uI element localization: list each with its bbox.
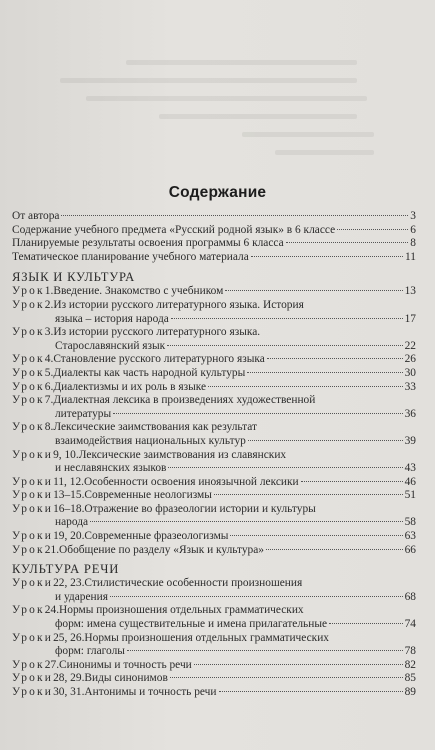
toc-entry	[12, 367, 416, 381]
entry-text: Лексические заимствования из славянских	[78, 448, 287, 461]
lesson-label: Урок	[12, 421, 45, 434]
toc-entry	[12, 313, 416, 327]
toc-entry	[12, 224, 416, 238]
toc-entry	[12, 210, 416, 224]
lesson-number: 6.	[44, 380, 54, 393]
page-number: 46	[404, 475, 416, 488]
lesson-label: Уроки	[12, 489, 54, 502]
lesson-number: 3.	[44, 326, 54, 339]
lesson-number: 5.	[44, 366, 54, 379]
entry-text: Отражение во фразеологии истории и культуры	[84, 502, 316, 515]
toc-entry	[12, 251, 416, 265]
dot-leader	[225, 290, 402, 291]
lesson-label: Уроки	[12, 686, 54, 698]
page-number: 33	[404, 380, 416, 393]
lesson-label: Урок	[12, 394, 45, 407]
dot-leader	[267, 358, 403, 359]
entry-text: Антонимы и точность речи	[84, 686, 217, 698]
lesson-label: Урок	[12, 658, 45, 671]
page-number: 63	[404, 530, 416, 543]
lesson-number: 27.	[44, 658, 60, 671]
page-number: 58	[404, 516, 416, 529]
toc-entry	[12, 489, 416, 503]
lesson-number: 21.	[44, 543, 60, 556]
toc-entry	[12, 516, 416, 530]
lesson-label: Уроки	[12, 530, 54, 543]
entry-text: Из истории русского литературного языка. История	[53, 298, 304, 311]
lesson-label: Урок	[12, 604, 45, 617]
dot-leader	[167, 345, 402, 346]
lesson-label: Уроки	[12, 577, 54, 590]
toc-entry	[12, 408, 416, 422]
entry-text: литературы	[55, 407, 112, 420]
page-number: 30	[404, 366, 416, 379]
page-number: 89	[404, 686, 416, 698]
toc-entry	[12, 381, 416, 395]
entry-text: языка – история народа	[55, 312, 169, 325]
section-heading: ЯЗЫК И КУЛЬТУРА	[12, 270, 136, 285]
page-number: 11	[405, 250, 416, 263]
page-number: 68	[404, 590, 416, 603]
table-of-contents	[12, 210, 416, 700]
entry-text: Тематическое планирование учебного материала	[12, 250, 249, 263]
page-number: 22	[404, 339, 416, 352]
page-number: 3	[410, 210, 416, 222]
entry-text: Синонимы и точность речи	[59, 658, 192, 671]
page-number: 26	[404, 353, 416, 366]
page-number: 74	[404, 618, 416, 631]
entry-text: Особенности освоения иноязычной лексики	[84, 475, 299, 488]
entry-text: Введение. Знакомство с учебником	[53, 285, 224, 298]
dot-leader	[170, 677, 403, 678]
toc-entry	[12, 353, 416, 367]
entry-text: Диалектная лексика в произведениях художественной	[53, 394, 316, 407]
toc-entry-line	[12, 604, 416, 618]
toc-entry	[12, 659, 416, 673]
toc-entry-line	[12, 632, 416, 646]
lesson-label: Уроки	[12, 448, 54, 461]
lesson-label: Уроки	[12, 672, 54, 685]
page-number: 36	[404, 407, 416, 420]
page-number: 66	[404, 543, 416, 556]
toc-entry-line	[12, 449, 416, 463]
toc-entry	[12, 530, 416, 544]
entry-text: Планируемые результаты освоения программы 6 класса	[12, 237, 284, 250]
toc-entry-line	[12, 577, 416, 591]
toc-entry	[12, 435, 416, 449]
dot-leader	[90, 521, 403, 522]
toc-entry	[12, 645, 416, 659]
dot-leader	[329, 623, 403, 624]
entry-text: Современные неологизмы	[84, 489, 212, 502]
entry-text: форм: глаголы	[55, 645, 125, 658]
dot-leader	[168, 467, 402, 468]
dot-leader	[337, 229, 408, 230]
lesson-number: 4.	[44, 353, 54, 366]
dot-leader	[286, 242, 409, 243]
dot-leader	[230, 535, 402, 536]
page-number: 8	[410, 237, 416, 250]
toc-entry	[12, 672, 416, 686]
toc-entry	[12, 618, 416, 632]
page-number: 85	[404, 672, 416, 685]
page-number: 82	[404, 658, 416, 671]
dot-leader	[194, 664, 403, 665]
entry-text: Старославянский язык	[55, 339, 166, 352]
lesson-number: 11, 12.	[53, 475, 84, 488]
dot-leader	[301, 481, 403, 482]
entry-text: и ударения	[55, 590, 108, 603]
toc-entry-line	[12, 503, 416, 517]
entry-text: взаимодействия национальных культур	[55, 434, 246, 447]
entry-text: Диалектизмы и их роль в языке	[53, 380, 207, 393]
lesson-number: 28, 29.	[53, 672, 85, 685]
lesson-label: Урок	[12, 285, 45, 298]
dot-leader	[171, 318, 403, 319]
toc-entry-line	[12, 326, 416, 340]
lesson-label: Урок	[12, 380, 45, 393]
page-title: Содержание	[168, 184, 267, 201]
page-number: 17	[404, 312, 416, 325]
entry-text: форм: имена существительные и имена прилагательные	[55, 618, 328, 631]
toc-entry	[12, 462, 416, 476]
lesson-number: 24.	[44, 604, 60, 617]
lesson-number: 2.	[44, 298, 54, 311]
dot-leader	[113, 413, 402, 414]
page-number: 13	[404, 285, 416, 298]
lesson-label: Урок	[12, 298, 45, 311]
lesson-number: 13–15.	[53, 489, 85, 502]
entry-text: Современные фразеологизмы	[84, 530, 229, 543]
toc-entry-line	[12, 421, 416, 435]
dot-leader	[248, 440, 403, 441]
entry-text: От автора	[12, 210, 60, 222]
lesson-number: 22, 23.	[53, 577, 85, 590]
dot-leader	[219, 691, 403, 692]
lesson-number: 9, 10.	[53, 448, 79, 461]
toc-entry	[12, 591, 416, 605]
lesson-label: Уроки	[12, 502, 54, 515]
lesson-number: 7.	[44, 394, 54, 407]
lesson-label: Урок	[12, 366, 45, 379]
dot-leader	[127, 650, 403, 651]
page-number: 39	[404, 434, 416, 447]
section-heading: КУЛЬТУРА РЕЧИ	[12, 562, 120, 577]
lesson-label: Уроки	[12, 475, 54, 488]
entry-text: Стилистические особенности произношения	[84, 577, 303, 590]
page-number: 51	[404, 489, 416, 502]
toc-entry	[12, 686, 416, 700]
lesson-number: 8.	[44, 421, 54, 434]
toc-entry	[12, 476, 416, 490]
bleed-through-text	[60, 60, 390, 170]
toc-entry-line	[12, 394, 416, 408]
toc-entry	[12, 285, 416, 299]
entry-text: Из истории русского литературного языка.	[53, 326, 261, 339]
entry-text: Обобщение по разделу «Язык и культура»	[59, 543, 264, 556]
entry-text: Становление русского литературного языка	[53, 353, 265, 366]
entry-text: Лексические заимствования как результат	[53, 421, 258, 434]
lesson-label: Урок	[12, 353, 45, 366]
dot-leader	[61, 215, 408, 216]
lesson-number: 25, 26.	[53, 631, 85, 644]
lesson-number: 30, 31.	[53, 686, 85, 698]
page-number: 43	[404, 462, 416, 475]
dot-leader	[214, 494, 403, 495]
entry-text: Диалекты как часть народной культуры	[53, 366, 246, 379]
dot-leader	[251, 256, 403, 257]
toc-entry	[12, 237, 416, 251]
toc-entry	[12, 544, 416, 558]
toc-entry	[12, 340, 416, 354]
dot-leader	[208, 386, 403, 387]
entry-text: и неславянских языков	[55, 462, 167, 475]
dot-leader	[247, 372, 402, 373]
dot-leader	[266, 549, 403, 550]
page-number: 78	[404, 645, 416, 658]
entry-text: Нормы произношения отдельных грамматических	[84, 631, 329, 644]
toc-entry-line	[12, 299, 416, 313]
entry-text: Нормы произношения отдельных грамматических	[59, 604, 304, 617]
entry-text: народа	[55, 516, 89, 529]
entry-text: Содержание учебного предмета «Русский родной язык» в 6 классе	[12, 223, 336, 236]
dot-leader	[110, 596, 403, 597]
lesson-label: Уроки	[12, 631, 54, 644]
entry-text: Виды синонимов	[84, 672, 168, 685]
lesson-label: Урок	[12, 543, 45, 556]
lesson-number: 1.	[44, 285, 54, 298]
lesson-number: 19, 20.	[53, 530, 85, 543]
page-number: 6	[410, 223, 416, 236]
lesson-label: Урок	[12, 326, 45, 339]
lesson-number: 16–18.	[53, 502, 85, 515]
